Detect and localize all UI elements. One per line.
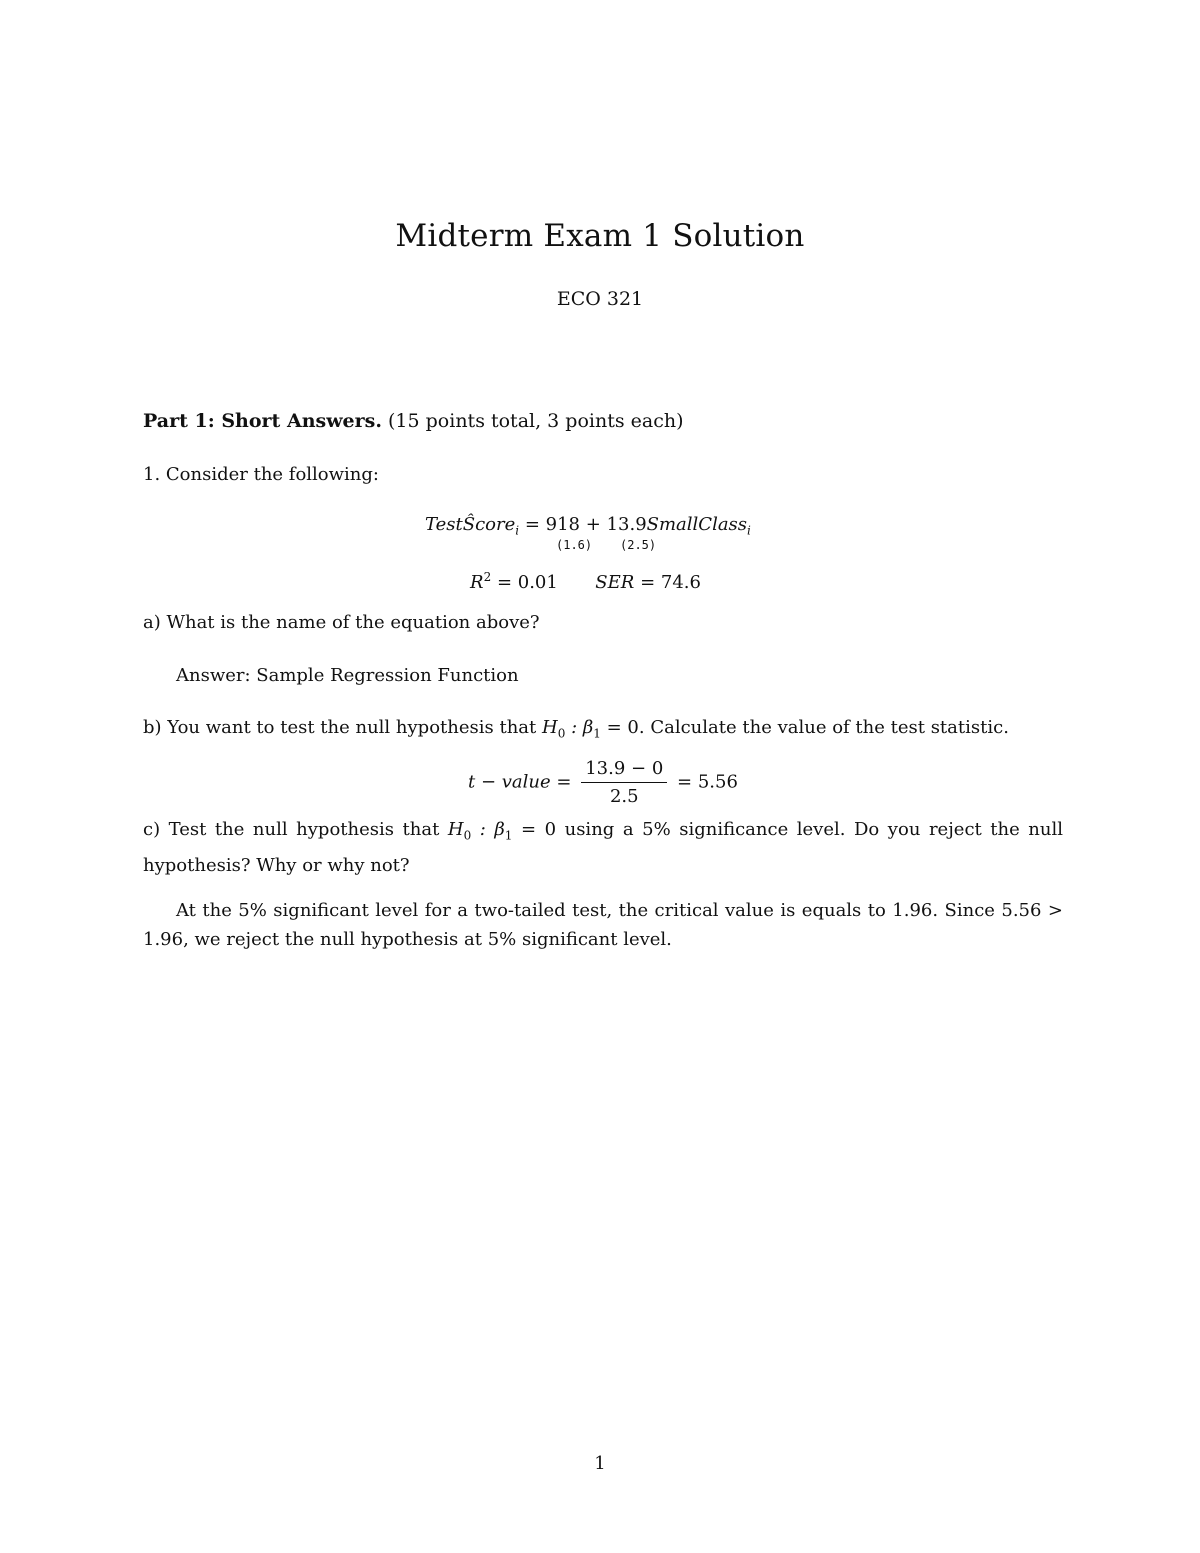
ser-value: = 74.6 — [640, 572, 701, 593]
t-value-equals: = — [556, 771, 572, 793]
regression-equation — [425, 514, 751, 538]
part-b-question — [143, 717, 1009, 741]
t-value-denominator: 2.5 — [609, 786, 639, 807]
part-heading-bold: Part 1: Short Answers. — [143, 410, 382, 432]
part-b-hypothesis-beta-sub: 1 — [593, 726, 601, 741]
part-b-question-text: b) You want to test the null hypothesis that — [143, 717, 537, 738]
part-c-question — [143, 815, 1063, 880]
t-value-equation — [468, 758, 738, 807]
part-c-answer: At the 5% significant level for a two-tailed test, the critical value is equals to 1.96. Since 5.56 > 1.96, we reject the null hypothesis at 5% significant level. — [143, 900, 1063, 950]
part-heading-points: (15 points total, 3 points each) — [388, 410, 684, 432]
part-heading — [143, 410, 684, 432]
part-c-hypothesis-value: = 0 — [512, 819, 557, 840]
r-squared-exponent: 2 — [483, 570, 492, 584]
part-c-question-text: c) Test the null hypothesis that — [143, 819, 440, 840]
course-code: ECO 321 — [556, 288, 644, 310]
part-c-hypothesis-sub: 0 — [463, 828, 472, 843]
equation-regressor: SmallClass — [646, 514, 748, 535]
equation-slope: 13.9 — [606, 514, 647, 535]
part-c-hypothesis-h: H — [447, 819, 464, 840]
part-c-hypothesis-beta-sub: 1 — [504, 828, 513, 843]
part-c-question-rest: using a 5% significance level. Do you reject the null hypothesis? Why or why not? — [143, 819, 1064, 876]
slope-standard-error: (2.5) — [620, 538, 657, 552]
part-b-hypothesis-beta: : β — [565, 717, 594, 738]
t-value-result: = 5.56 — [677, 771, 738, 793]
ser-label: SER — [595, 572, 635, 593]
part-a-answer: Answer: Sample Regression Function — [176, 665, 519, 686]
intercept-standard-error: (1.6) — [556, 538, 593, 552]
r-squared-label: R — [470, 572, 484, 593]
part-b-hypothesis-sub: 0 — [557, 726, 566, 741]
page-title: Midterm Exam 1 Solution — [395, 218, 805, 254]
equation-intercept: 918 — [545, 514, 581, 535]
question-1-prompt: 1. Consider the following: — [143, 464, 379, 485]
part-a-question: a) What is the name of the equation above? — [143, 612, 540, 633]
part-b-hypothesis-h: H — [542, 717, 558, 738]
t-value-label: t − value — [468, 771, 551, 793]
r-squared-value: = 0.01 — [496, 572, 558, 593]
part-b-question-rest: . Calculate the value of the test statistic. — [638, 717, 1009, 738]
equation-equals: = — [524, 514, 540, 535]
page-number: 1 — [594, 1453, 606, 1474]
part-c-hypothesis-beta: : β — [471, 819, 505, 840]
part-b-hypothesis-value: = 0 — [600, 717, 639, 738]
fit-statistics — [470, 570, 701, 593]
equation-plus: + — [585, 514, 601, 535]
equation-lhs: TestŜcore — [425, 514, 516, 535]
equation-lhs-subscript: i — [515, 523, 520, 538]
t-value-fraction — [581, 758, 667, 807]
equation-regressor-subscript: i — [747, 523, 751, 538]
t-value-numerator: 13.9 − 0 — [581, 758, 667, 783]
